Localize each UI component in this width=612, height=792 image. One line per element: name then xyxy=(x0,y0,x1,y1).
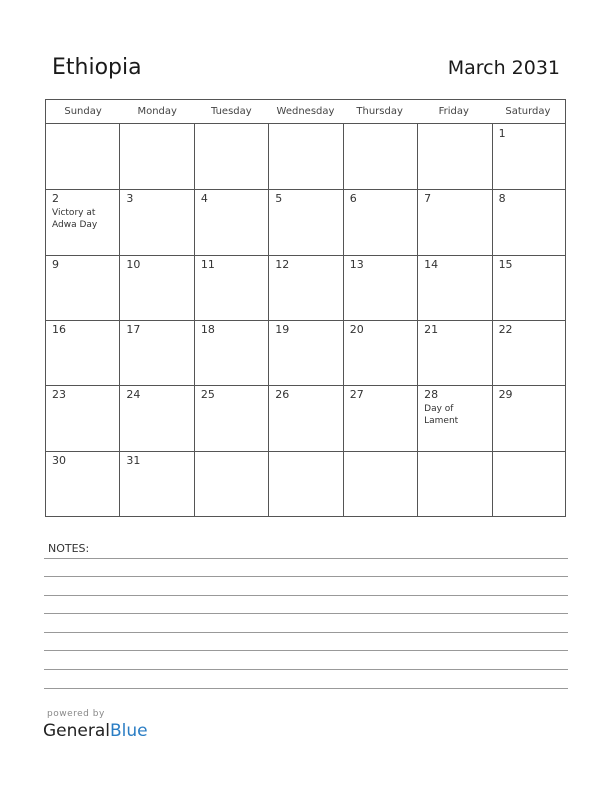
day-cell xyxy=(120,124,194,189)
day-cell xyxy=(120,385,194,450)
weekday-thursday: Thursday xyxy=(356,106,403,117)
notes-line xyxy=(44,650,568,651)
notes-line xyxy=(44,688,568,689)
day-cell xyxy=(418,255,492,320)
day-number: 31 xyxy=(126,453,141,467)
day-number: 18 xyxy=(200,323,215,336)
day-number: 4 xyxy=(200,192,208,206)
day-cell xyxy=(493,320,567,385)
country-title: Ethiopia xyxy=(52,55,142,80)
day-cell xyxy=(195,189,269,254)
day-number: 17 xyxy=(126,323,141,336)
day-number: 11 xyxy=(200,257,215,271)
day-number: 10 xyxy=(126,257,141,271)
calendar-grid xyxy=(45,99,566,517)
day-number: 28 xyxy=(424,388,439,402)
day-cell xyxy=(418,320,492,385)
day-number: 19 xyxy=(275,323,290,336)
brand-blue: Blue xyxy=(110,721,148,741)
day-number: 16 xyxy=(52,323,66,336)
day-number: 14 xyxy=(424,257,439,271)
holiday-label: Day of Lament xyxy=(424,404,459,427)
day-cell xyxy=(269,320,343,385)
day-number: 20 xyxy=(349,323,364,336)
holiday-label: Victory at Adwa Day xyxy=(52,208,98,231)
day-cell xyxy=(195,385,269,450)
day-cell xyxy=(195,451,269,516)
day-cell xyxy=(120,255,194,320)
day-cell xyxy=(46,320,120,385)
day-number: 15 xyxy=(498,257,513,271)
day-cell xyxy=(418,124,492,189)
day-cell xyxy=(344,189,418,254)
day-cell xyxy=(493,124,567,189)
day-number: 13 xyxy=(349,257,364,271)
day-number: 24 xyxy=(126,388,141,402)
notes-label: NOTES: xyxy=(48,542,90,555)
notes-line xyxy=(44,613,568,614)
weekday-monday: Monday xyxy=(137,106,177,117)
brand-general: General xyxy=(43,721,110,741)
day-cell xyxy=(344,385,418,450)
day-number: 9 xyxy=(52,257,59,271)
day-cell xyxy=(269,385,343,450)
day-number: 12 xyxy=(275,257,290,271)
day-cell xyxy=(46,385,120,450)
day-cell xyxy=(120,320,194,385)
day-grid xyxy=(46,124,565,516)
day-number: 7 xyxy=(424,192,432,206)
weekday-friday: Friday xyxy=(438,106,469,117)
notes-line xyxy=(44,558,568,559)
day-cell xyxy=(46,255,120,320)
day-cell xyxy=(120,189,194,254)
month-title: March 2031 xyxy=(447,57,560,79)
day-cell xyxy=(493,255,567,320)
weekday-tuesday: Tuesday xyxy=(211,106,252,117)
day-cell xyxy=(344,320,418,385)
day-number: 27 xyxy=(349,388,364,402)
powered-by-text: powered by xyxy=(47,709,105,719)
day-number: 26 xyxy=(275,388,290,402)
day-cell xyxy=(418,189,492,254)
day-cell xyxy=(493,451,567,516)
day-number: 29 xyxy=(498,388,513,402)
day-cell xyxy=(269,255,343,320)
day-number: 23 xyxy=(52,388,66,402)
notes-line xyxy=(44,669,568,670)
day-number: 3 xyxy=(126,192,134,206)
day-cell xyxy=(195,320,269,385)
day-number: 22 xyxy=(498,323,513,336)
day-cell xyxy=(195,124,269,189)
day-cell xyxy=(269,189,343,254)
weekday-wednesday: Wednesday xyxy=(276,106,335,117)
day-cell xyxy=(46,189,120,254)
day-number: 2 xyxy=(52,192,59,206)
day-cell xyxy=(418,451,492,516)
notes-line xyxy=(44,576,568,577)
day-cell xyxy=(344,255,418,320)
day-cell xyxy=(493,385,567,450)
day-number: 8 xyxy=(498,192,506,206)
day-cell xyxy=(269,124,343,189)
day-number: 5 xyxy=(275,192,283,206)
day-number: 30 xyxy=(52,453,66,467)
notes-line xyxy=(44,632,568,633)
generalblue-logo xyxy=(43,721,148,741)
day-cell xyxy=(344,124,418,189)
day-cell xyxy=(46,451,120,516)
day-cell xyxy=(195,255,269,320)
weekday-header xyxy=(46,100,565,124)
day-number: 25 xyxy=(200,388,215,402)
day-cell xyxy=(344,451,418,516)
day-number: 1 xyxy=(498,127,506,140)
day-cell xyxy=(493,189,567,254)
day-cell xyxy=(120,451,194,516)
day-cell xyxy=(269,451,343,516)
weekday-saturday: Saturday xyxy=(505,106,551,117)
day-number: 21 xyxy=(424,323,439,336)
weekday-sunday: Sunday xyxy=(64,106,102,117)
day-number: 6 xyxy=(349,192,357,206)
notes-line xyxy=(44,595,568,596)
day-cell xyxy=(46,124,120,189)
day-cell xyxy=(418,385,492,450)
